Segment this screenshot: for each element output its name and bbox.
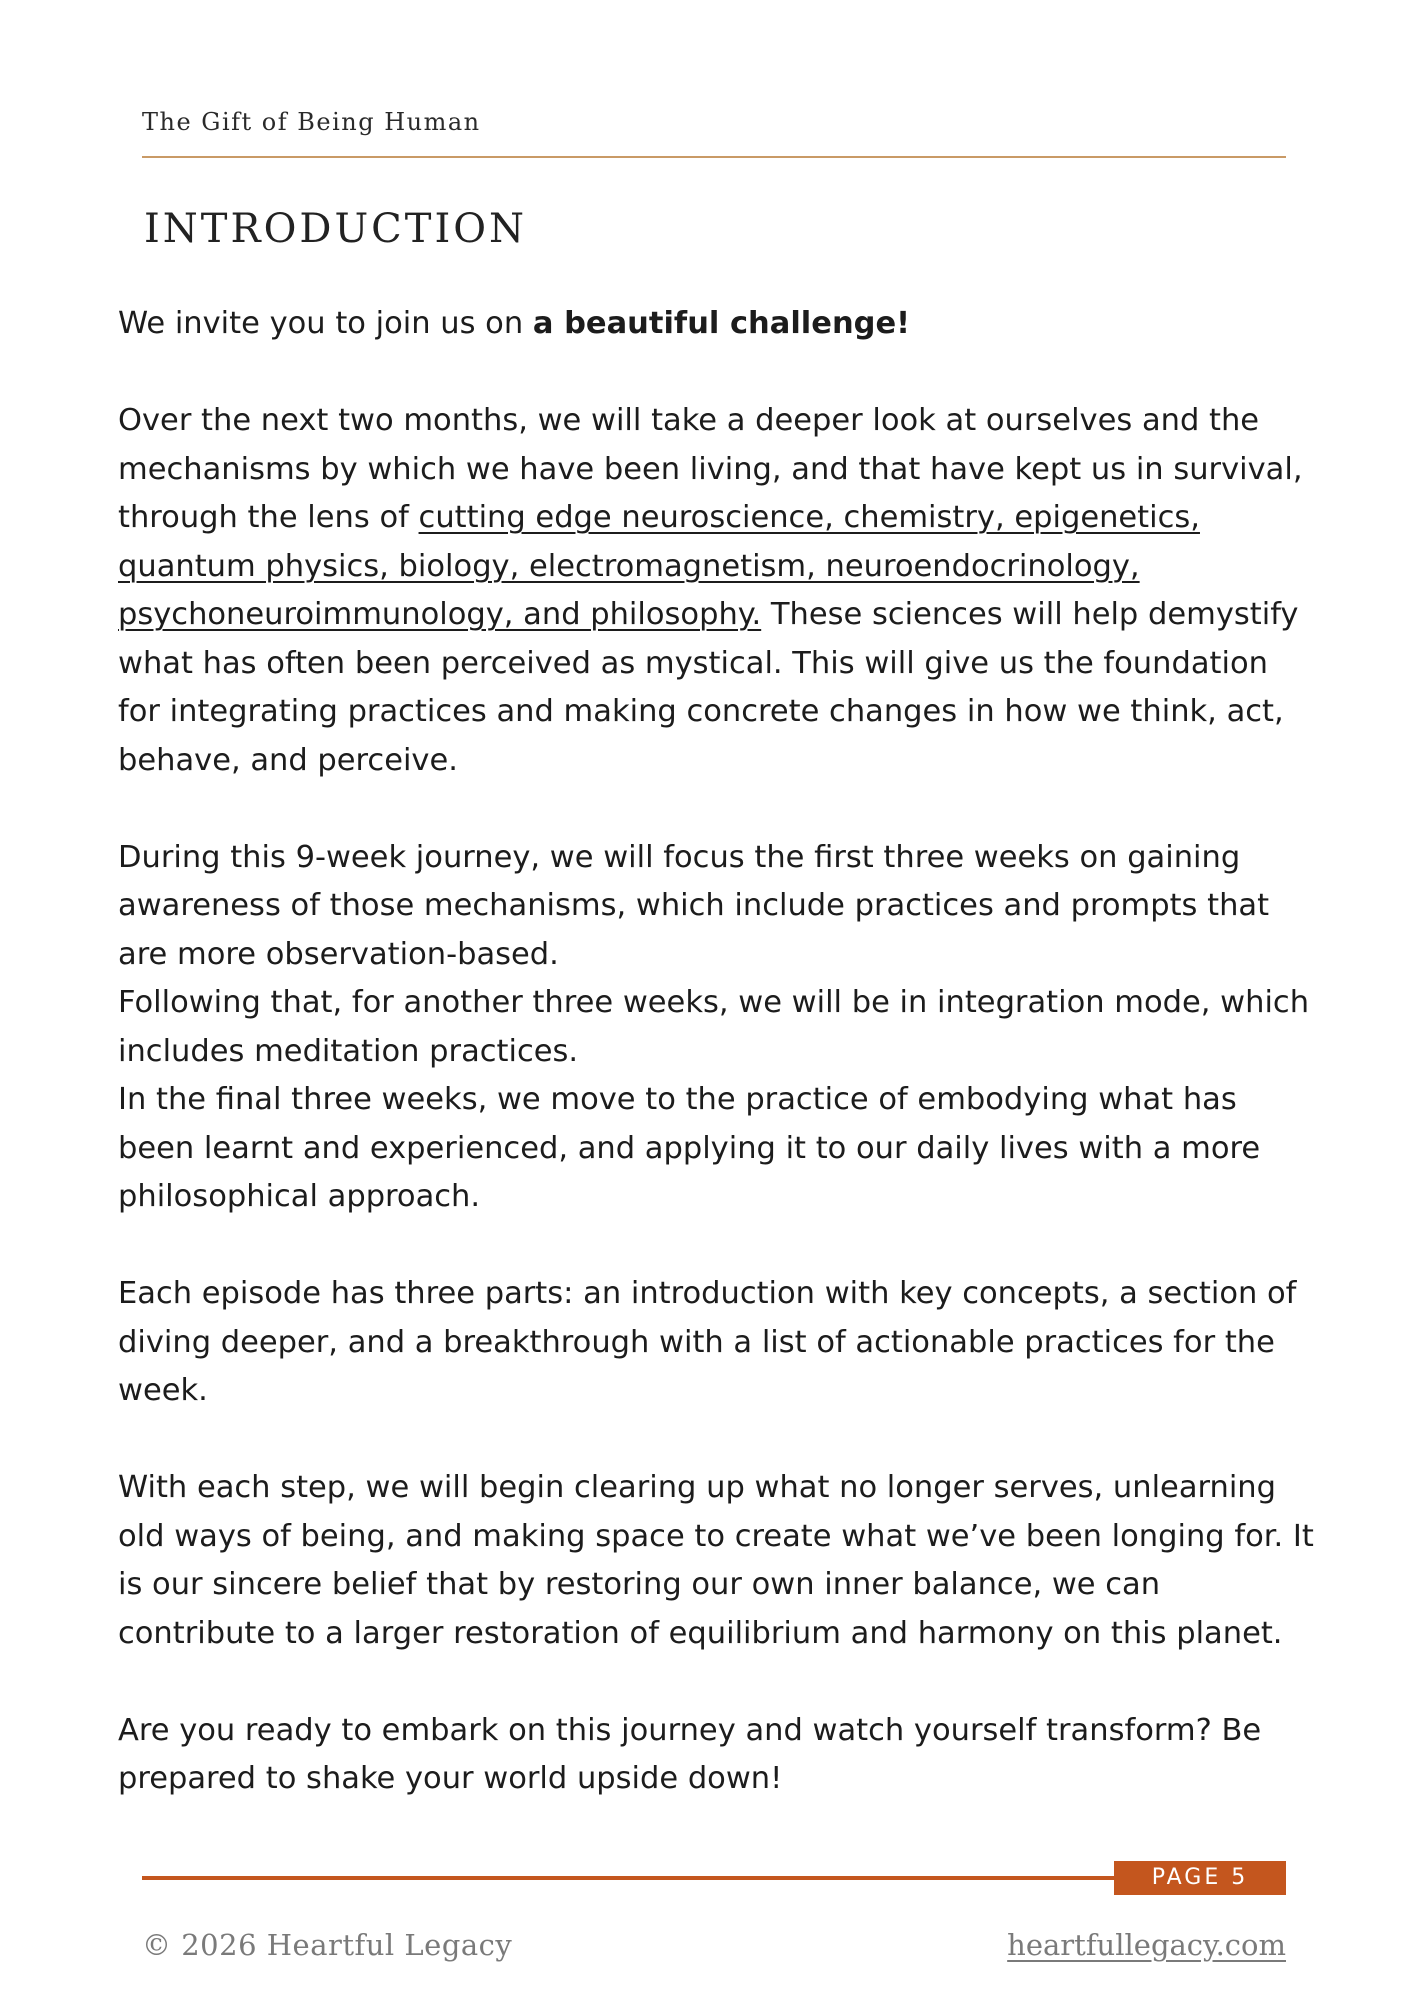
footer-divider bbox=[142, 1876, 1114, 1880]
website-link[interactable]: heartfullegacy.com bbox=[1007, 1928, 1286, 1962]
sciences-link[interactable]: cutting edge neuroscience, chemistry, epigenetics, quantum physics, biology, electromagnetism, neuroendocrinology, psychoneuroimmunology, and philosophy. bbox=[118, 500, 1200, 632]
document-running-title: The Gift of Being Human bbox=[142, 108, 481, 136]
copyright-notice: © 2026 Heartful Legacy bbox=[142, 1928, 513, 1962]
body-text bbox=[118, 300, 1318, 1852]
paragraph-journey-phase-2: Following that, for another three weeks, we will be in integration mode, which includes meditation practices. bbox=[118, 985, 1310, 1069]
paragraph-journey-phase-3: In the final three weeks, we move to the practice of embodying what has been learnt and experienced, and applying it to our daily lives with a more philosophical approach. bbox=[118, 1082, 1261, 1214]
invitation-text: We invite you to join us on bbox=[118, 306, 533, 341]
page-number-badge: PAGE 5 bbox=[1114, 1861, 1286, 1895]
paragraph-overview bbox=[118, 397, 1318, 785]
header-divider bbox=[142, 156, 1286, 158]
paragraph-journey-phase-1: During this 9-week journey, we will focus the first three weeks on gaining awareness of those mechanisms, which include practices and prompts that are more observation-based. bbox=[118, 839, 1270, 972]
overview-text-start: Over the next two months, we will take a deeper look at ourselves and the mechanisms by which we have been living, and that have kept us in survival, through the lens of bbox=[118, 403, 1303, 535]
paragraph-call-to-action: Are you ready to embark on this journey and watch yourself transform? Be prepared to shake your world upside down! bbox=[118, 1712, 1262, 1796]
section-heading: INTRODUCTION bbox=[144, 206, 528, 252]
paragraph-invitation bbox=[118, 300, 1318, 349]
paragraph-belief: With each step, we will begin clearing up what no longer serves, unlearning old ways of being, and making space to create what we’ve been longing for. It is our sincere belief that by restoring our own inner balance, we can contribute to a larger restoration of equilibrium and harmony on this planet. bbox=[118, 1470, 1314, 1651]
paragraph-episode-structure: Each episode has three parts: an introduction with key concepts, a section of diving deeper, and a breakthrough with a list of actionable practices for the week. bbox=[118, 1276, 1297, 1408]
invitation-emphasis: a beautiful challenge! bbox=[532, 306, 911, 341]
overview-text-end: These sciences will help demystify what has often been perceived as mystical. This will give us the foundation for integrating practices and making concrete changes in how we think, act, behave, and perceive. bbox=[118, 597, 1299, 778]
